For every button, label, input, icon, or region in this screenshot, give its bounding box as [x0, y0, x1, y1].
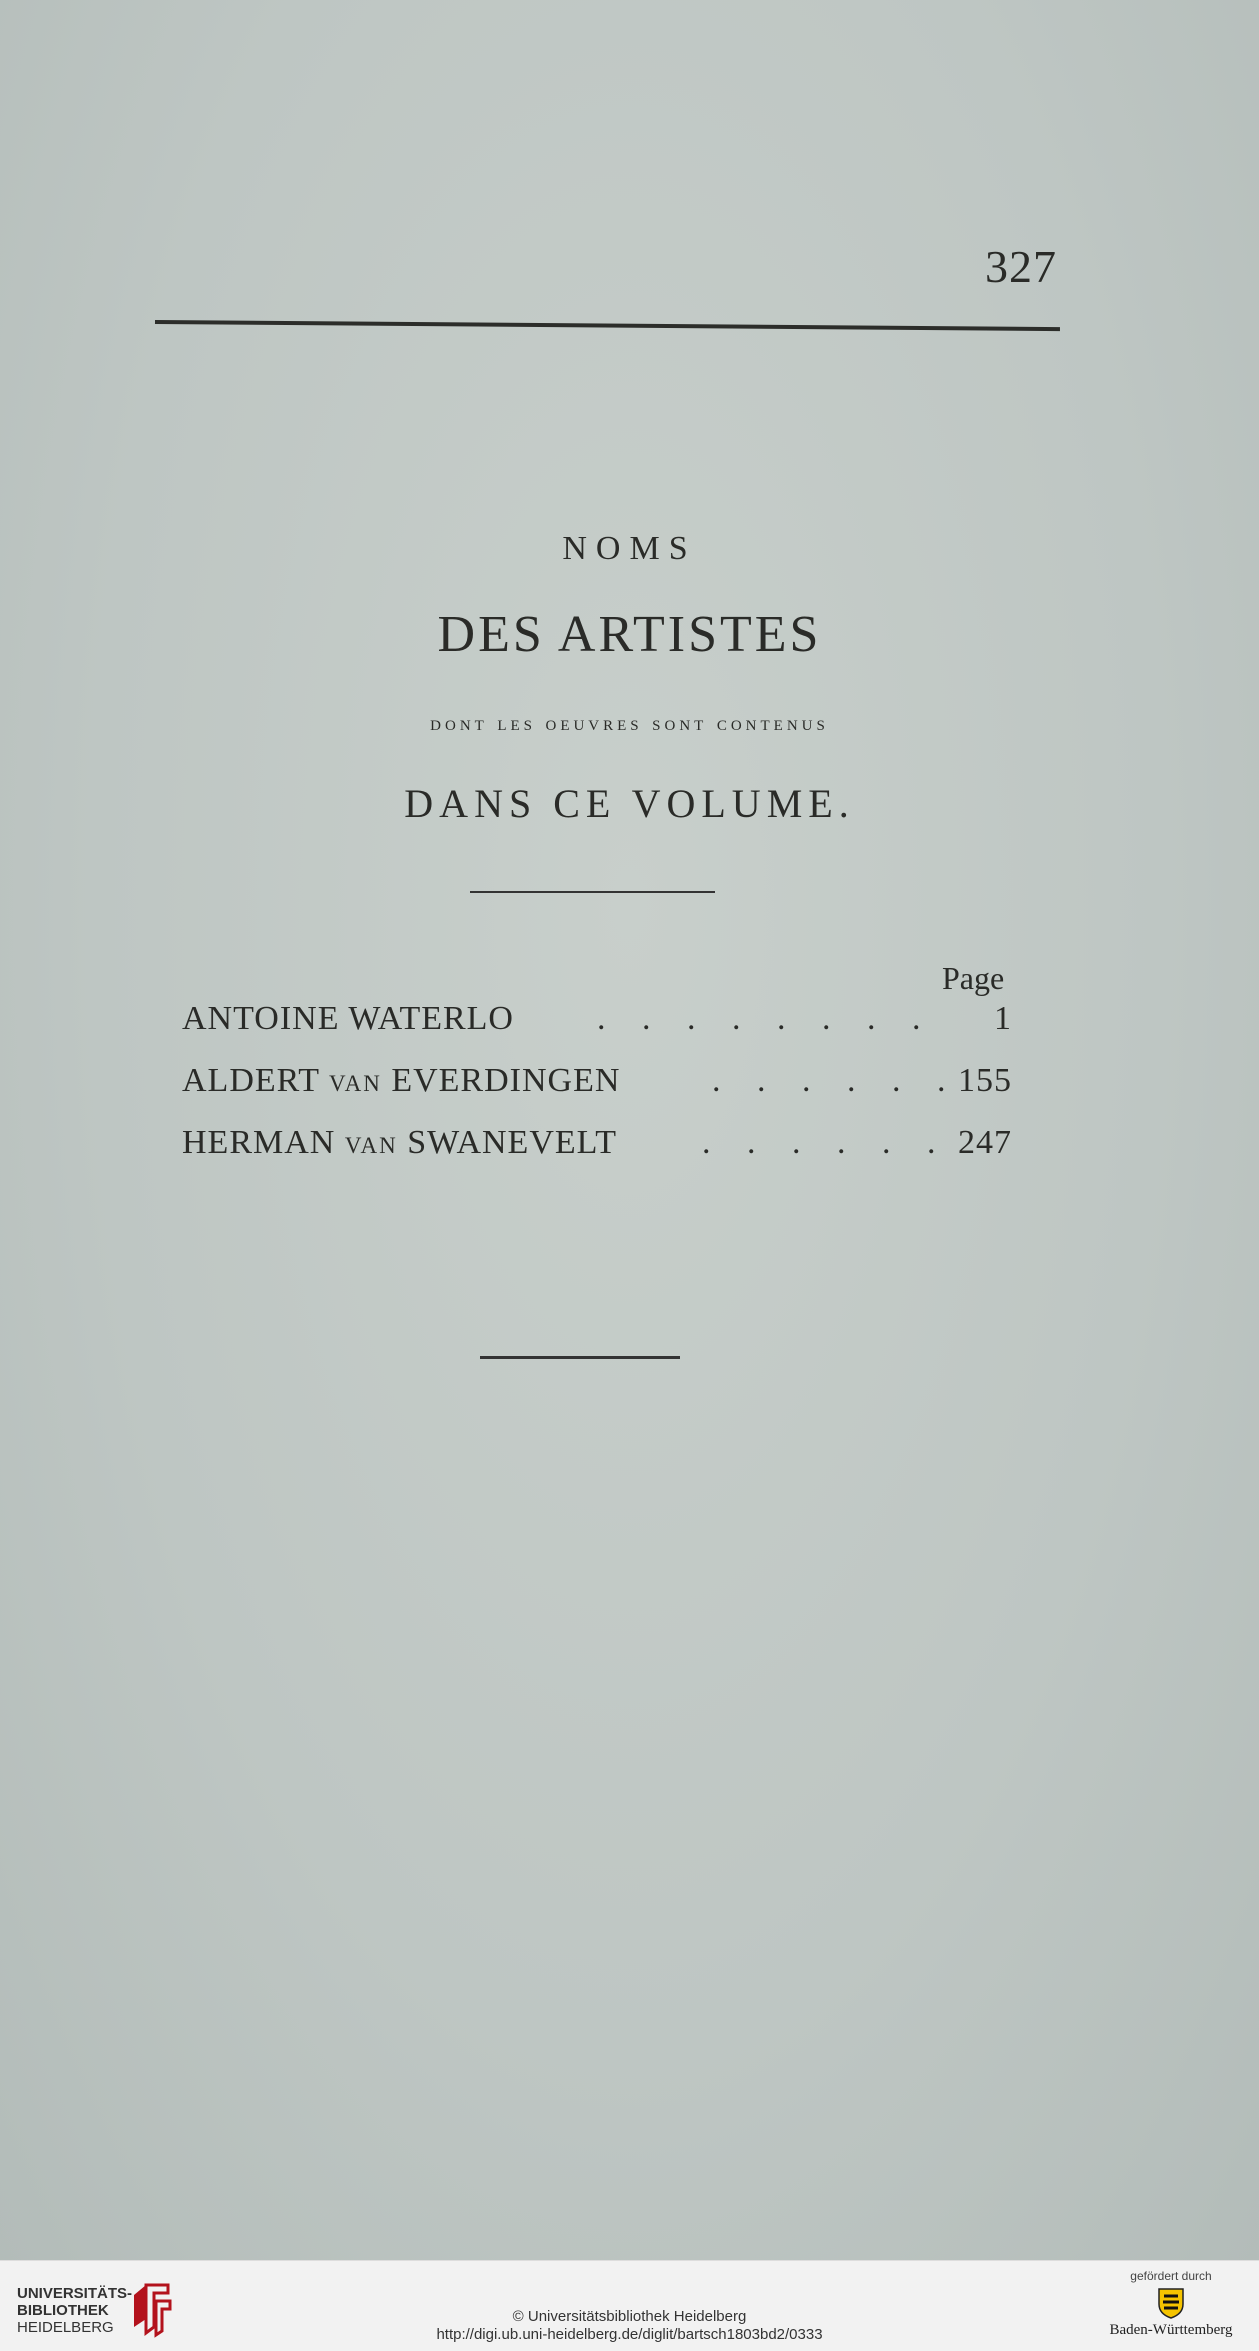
toc-entry — [182, 1000, 1012, 1062]
toc-entry — [182, 1124, 1012, 1186]
table-of-contents — [182, 1000, 1012, 1186]
leader-dots: . . . . . . . . — [597, 1000, 935, 1037]
entry-page-number: 247 — [958, 1124, 1012, 1161]
title-noms: NOMS — [562, 530, 697, 567]
artist-name: ANTOINE WATERLO — [182, 1000, 514, 1037]
copyright-notice: © Universitätsbibliothek Heidelberg http://digi.ub.uni-heidelberg.de/diglit/bartsch1803bd2/0333 — [0, 2308, 1259, 2344]
title-des-artistes: DES ARTISTES — [437, 606, 822, 663]
page-number: 327 — [985, 241, 1057, 292]
page-column-label: Page — [942, 960, 1005, 996]
library-logo-text[interactable]: UNIVERSITÄTS- BIBLIOTHEK HEIDELBERG — [17, 2285, 133, 2336]
baden-wuerttemberg-crest-icon — [1156, 2286, 1186, 2320]
permalink[interactable]: http://digi.ub.uni-heidelberg.de/diglit/bartsch1803bd2/0333 — [436, 2326, 823, 2343]
artist-name: HERMAN VAN SWANEVELT — [182, 1124, 618, 1161]
title-divider — [470, 891, 715, 893]
toc-entry — [182, 1062, 1012, 1124]
entry-page-number: 1 — [994, 1000, 1012, 1037]
header-rule — [155, 320, 1060, 331]
sponsor-block[interactable]: gefördert durch Baden-Württemberg — [1109, 2269, 1233, 2338]
closing-rule — [480, 1356, 680, 1359]
title-dont-les-oeuvres: dont les oeuvres sont contenus — [430, 710, 829, 735]
entry-page-number: 155 — [958, 1062, 1012, 1099]
title-dans-ce-volume: DANS CE VOLUME. — [404, 781, 855, 826]
leader-dots: . . . . . . — [702, 1124, 950, 1161]
artist-name: ALDERT VAN EVERDINGEN — [182, 1062, 621, 1099]
footer-bar — [0, 2260, 1259, 2351]
leader-dots: . . . . . . — [712, 1062, 960, 1099]
